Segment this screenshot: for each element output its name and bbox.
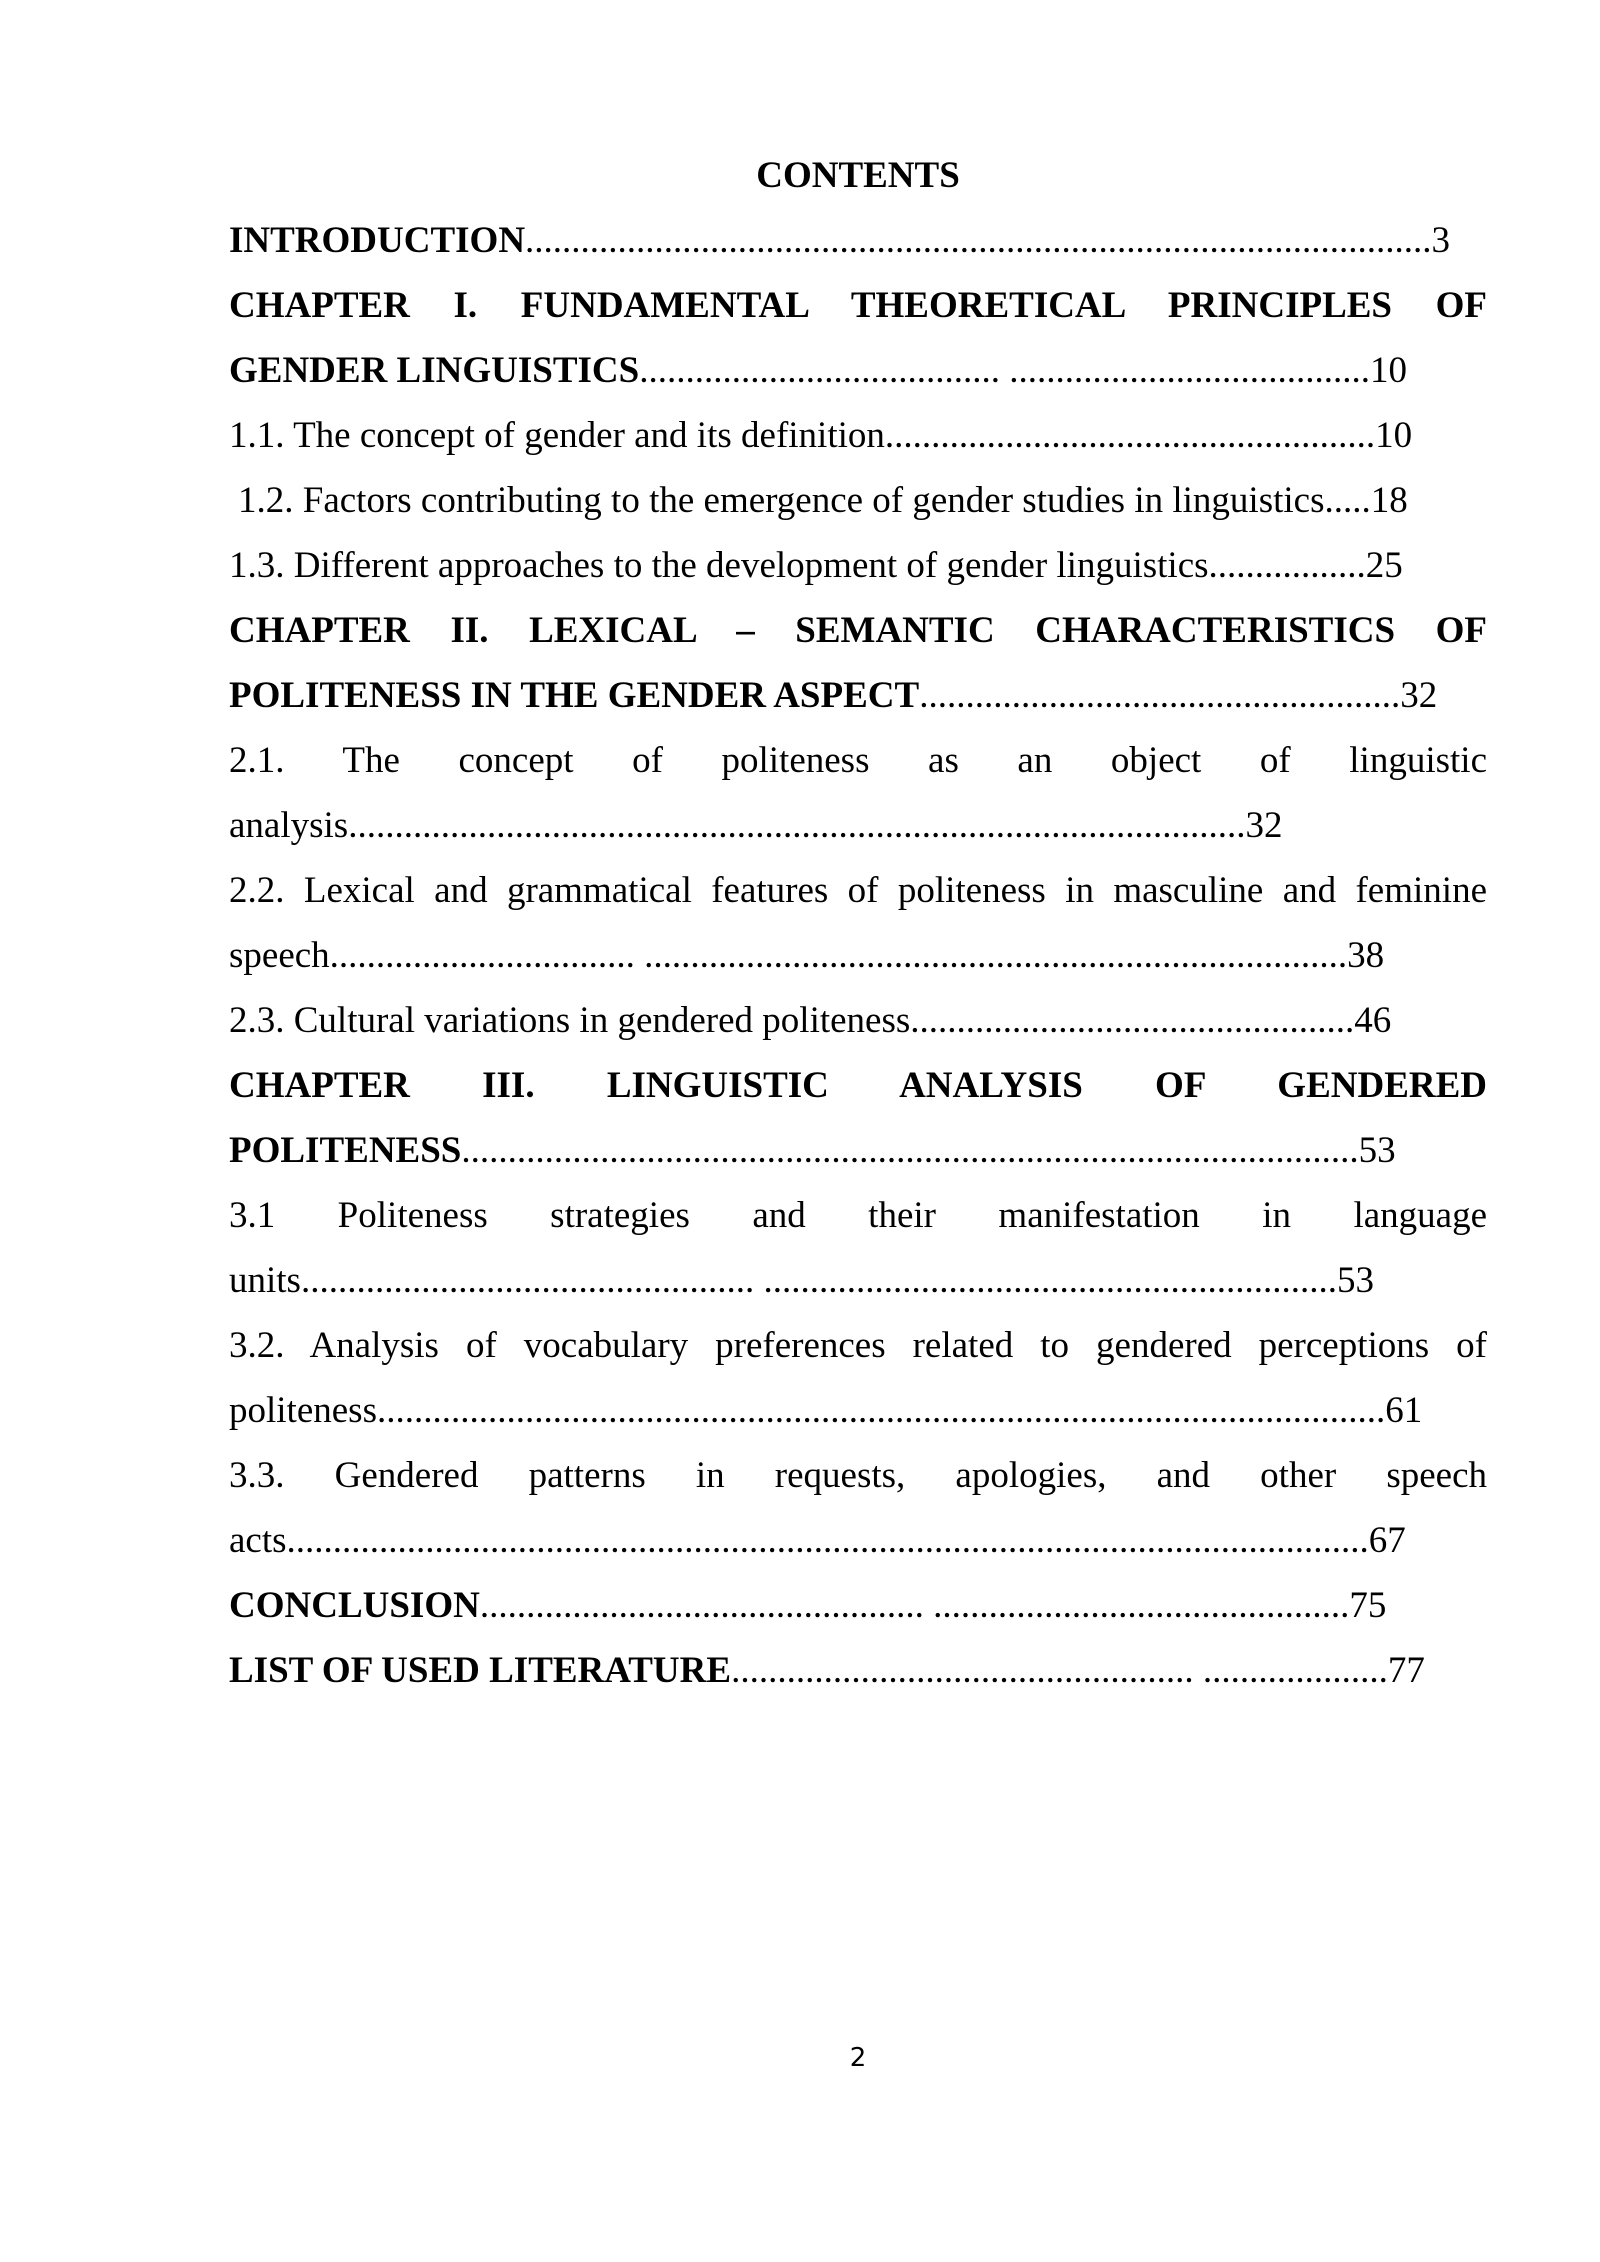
- toc-label: LIST OF USED LITERATURE: [229, 1650, 732, 1691]
- toc-leader: .................................................................................................: [348, 805, 1246, 846]
- toc-label: 1.1. The concept of gender and its definition: [229, 415, 885, 456]
- toc-page: 32: [1400, 675, 1438, 716]
- toc-label: POLITENESS: [229, 1130, 462, 1171]
- toc-label: acts: [229, 1520, 287, 1561]
- toc-label: CONCLUSION: [229, 1585, 480, 1626]
- toc-entry-chapter-3-line2[interactable]: [229, 1125, 1487, 1190]
- toc-page: 77: [1387, 1650, 1425, 1691]
- toc-entry-section-1-1[interactable]: [229, 410, 1487, 475]
- contents-heading: CONTENTS: [756, 155, 960, 196]
- toc-label: analysis: [229, 805, 349, 846]
- toc-leader: ....................................... .......................................: [639, 350, 1370, 391]
- toc-leader: ..................................................................................................: [525, 220, 1432, 261]
- toc-leader: ....................................................: [919, 675, 1401, 716]
- toc-leader: ................................................ .............................................: [479, 1585, 1350, 1626]
- toc-entry-section-3-1-line1[interactable]: 3.1 Politeness strategies and their manifestation in language: [229, 1195, 1487, 1236]
- toc-page: 53: [1336, 1260, 1374, 1301]
- toc-entry-chapter-2-line2[interactable]: [229, 670, 1487, 735]
- toc-page: 67: [1368, 1520, 1406, 1561]
- toc-entry-conclusion[interactable]: [229, 1580, 1487, 1645]
- toc-entry-chapter-1-line1[interactable]: CHAPTER I. FUNDAMENTAL THEORETICAL PRINCIPLES OF: [229, 285, 1487, 326]
- toc-leader: .....: [1324, 480, 1371, 521]
- toc-entry-section-1-3[interactable]: [229, 540, 1487, 605]
- toc-entry-section-3-2-line1[interactable]: 3.2. Analysis of vocabulary preferences related to gendered perceptions of: [229, 1325, 1487, 1366]
- toc-page: 61: [1385, 1390, 1423, 1431]
- toc-label: units: [229, 1260, 301, 1301]
- table-of-contents: [229, 215, 1487, 1710]
- toc-entry-introduction[interactable]: [229, 215, 1487, 280]
- toc-page: 75: [1349, 1585, 1387, 1626]
- toc-entry-section-3-1-line2[interactable]: [229, 1255, 1487, 1320]
- page-number: 2: [849, 2043, 867, 2073]
- toc-label: 2.3. Cultural variations in gendered politeness: [229, 1000, 911, 1041]
- toc-entry-chapter-2-line1[interactable]: CHAPTER II. LEXICAL – SEMANTIC CHARACTERISTICS OF: [229, 610, 1487, 651]
- toc-page: 38: [1347, 935, 1385, 976]
- toc-leader: ................................. ............................................................................: [329, 935, 1348, 976]
- toc-leader: .....................................................: [884, 415, 1376, 456]
- toc-label: 1.2. Factors contributing to the emergence of gender studies in linguistics: [238, 480, 1325, 521]
- toc-page: 18: [1370, 480, 1408, 521]
- toc-leader: .....................................................................................................................: [286, 1520, 1369, 1561]
- toc-entry-section-2-2-line2[interactable]: [229, 930, 1487, 995]
- toc-entry-chapter-3-line1[interactable]: CHAPTER III. LINGUISTIC ANALYSIS OF GENDERED: [229, 1065, 1487, 1106]
- toc-entry-section-2-2-line1[interactable]: 2.2. Lexical and grammatical features of politeness in masculine and feminine: [229, 870, 1487, 911]
- toc-leader: .................................................. ....................: [731, 1650, 1388, 1691]
- toc-label: 1.3. Different approaches to the development of gender linguistics: [229, 545, 1209, 586]
- toc-entry-section-3-3-line1[interactable]: 3.3. Gendered patterns in requests, apologies, and other speech: [229, 1455, 1487, 1496]
- toc-entry-section-2-1-line2[interactable]: [229, 800, 1487, 865]
- toc-page: 10: [1369, 350, 1407, 391]
- toc-label: speech: [229, 935, 330, 976]
- toc-page: 53: [1358, 1130, 1396, 1171]
- toc-leader: ................................................: [910, 1000, 1355, 1041]
- toc-page: 25: [1365, 545, 1403, 586]
- toc-leader: .................................................................................................: [461, 1130, 1359, 1171]
- toc-leader: .............................................................................................................: [376, 1390, 1386, 1431]
- toc-entry-chapter-1-line2[interactable]: [229, 345, 1487, 410]
- toc-entry-section-2-3[interactable]: [229, 995, 1487, 1060]
- toc-label: POLITENESS IN THE GENDER ASPECT: [229, 675, 920, 716]
- toc-leader: ................................................. ..............................................................: [300, 1260, 1337, 1301]
- toc-entry-section-1-2[interactable]: [229, 475, 1487, 540]
- toc-page: 32: [1245, 805, 1283, 846]
- toc-leader: .................: [1208, 545, 1366, 586]
- toc-entry-literature[interactable]: [229, 1645, 1487, 1710]
- toc-label: INTRODUCTION: [229, 220, 526, 261]
- toc-label: GENDER LINGUISTICS: [229, 350, 640, 391]
- toc-page: 10: [1375, 415, 1413, 456]
- toc-page: 46: [1354, 1000, 1392, 1041]
- toc-page: 3: [1431, 220, 1451, 261]
- toc-entry-section-2-1-line1[interactable]: 2.1. The concept of politeness as an object of linguistic: [229, 740, 1487, 781]
- toc-entry-section-3-3-line2[interactable]: [229, 1515, 1487, 1580]
- toc-label: politeness: [229, 1390, 377, 1431]
- toc-entry-section-3-2-line2[interactable]: [229, 1385, 1487, 1450]
